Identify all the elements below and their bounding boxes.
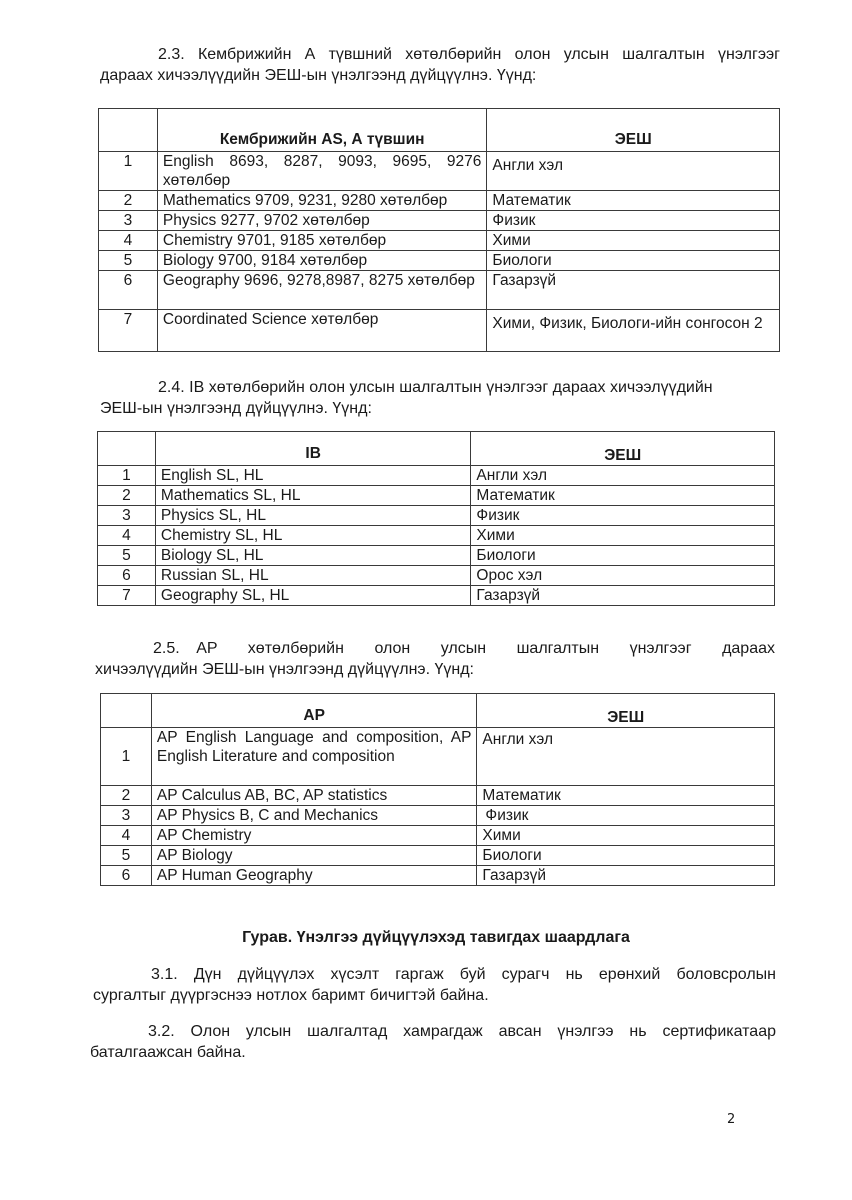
s25-line2: хичээлүүдийн ЭЕШ-ын үнэлгээнд дүйцүүлнэ. Үүнд:	[95, 661, 474, 678]
row-program: AP English Language and composition, AP English Literature and composition	[151, 728, 477, 786]
row-number: 1	[99, 152, 158, 191]
row-program: Chemistry 9701, 9185 хөтөлбөр	[157, 231, 487, 251]
row-number: 2	[101, 786, 152, 806]
row-program: Mathematics SL, HL	[155, 486, 471, 506]
paragraph-2-4	[100, 377, 780, 419]
table-row	[99, 211, 780, 231]
table-row	[98, 466, 775, 486]
row-eesh: Хими	[477, 826, 775, 846]
header-eesh: ЭЕШ	[471, 432, 775, 466]
row-number: 7	[99, 310, 158, 352]
s24-line1: IB хөтөлбөрийн олон улсын шалгалтын үнэлгээг дараах хичээлүүдийн	[189, 379, 713, 396]
row-eesh: Математик	[477, 786, 775, 806]
s25-number: 2.5.	[153, 640, 180, 657]
paragraph-3-1	[93, 964, 776, 1006]
p32-line1: 3.2. Олон улсын шалгалтад хамрагдаж авсан үнэлгээ нь сертификатаар	[148, 1023, 776, 1040]
table-row	[99, 251, 780, 271]
table-row	[101, 728, 775, 786]
row-eesh: Физик	[471, 506, 775, 526]
row-number: 3	[99, 211, 158, 231]
row-eesh: Физик	[477, 806, 775, 826]
row-eesh: Математик	[487, 191, 780, 211]
row-number: 5	[99, 251, 158, 271]
row-eesh: Англи хэл	[487, 152, 780, 191]
row-eesh: Физик	[487, 211, 780, 231]
row-program: Geography SL, HL	[155, 586, 471, 606]
ap-table	[100, 693, 775, 886]
row-program: AP Physics B, C and Mechanics	[151, 806, 477, 826]
table-header-row	[98, 432, 775, 466]
row-number: 5	[98, 546, 156, 566]
row-program: AP Biology	[151, 846, 477, 866]
table-row	[98, 486, 775, 506]
row-number: 6	[101, 866, 152, 886]
header-num	[101, 694, 152, 728]
row-program: English SL, HL	[155, 466, 471, 486]
s24-line2: ЭЕШ-ын үнэлгээнд дүйцүүлнэ. Үүнд:	[100, 400, 372, 417]
row-program: Russian SL, HL	[155, 566, 471, 586]
table-row	[99, 310, 780, 352]
table-row	[101, 786, 775, 806]
row-number: 2	[98, 486, 156, 506]
row-program: AP Chemistry	[151, 826, 477, 846]
table-row	[99, 191, 780, 211]
row-number: 4	[99, 231, 158, 251]
row-program: AP Human Geography	[151, 866, 477, 886]
table-row	[99, 271, 780, 310]
row-eesh: Биологи	[477, 846, 775, 866]
table-row	[98, 526, 775, 546]
cambridge-table	[98, 108, 780, 352]
row-program: Physics 9277, 9702 хөтөлбөр	[157, 211, 487, 231]
header-program: AP	[151, 694, 477, 728]
table-row	[99, 231, 780, 251]
row-program: Mathematics 9709, 9231, 9280 хөтөлбөр	[157, 191, 487, 211]
table-row	[98, 506, 775, 526]
table-row	[98, 546, 775, 566]
row-number: 1	[101, 728, 152, 786]
table-header-row	[101, 694, 775, 728]
row-number: 6	[99, 271, 158, 310]
s23-line2: дараах хичээлүүдийн ЭЕШ-ын үнэлгээнд дүйцүүлнэ. Үүнд:	[100, 67, 537, 84]
table-row	[101, 806, 775, 826]
s24-number: 2.4.	[158, 379, 185, 396]
page-number: 2	[727, 1112, 736, 1127]
section-3-heading: Гурав. Үнэлгээ дүйцүүлэхэд тавигдах шаардлага	[242, 929, 630, 946]
s25-line1: AP хөтөлбөрийн олон улсын шалгалтын үнэлгээг дараах	[196, 640, 776, 657]
row-eesh: Газарзүй	[471, 586, 775, 606]
row-number: 5	[101, 846, 152, 866]
paragraph-2-5	[95, 638, 775, 680]
row-eesh: Хими, Физик, Биологи-ийн сонгосон 2	[487, 310, 780, 352]
p31-line1: 3.1. Дүн дүйцүүлэх хүсэлт гаргаж буй сурагч нь ерөнхий боловсролын	[151, 966, 776, 983]
row-eesh: Хими	[471, 526, 775, 546]
table-header-row	[99, 109, 780, 152]
row-number: 6	[98, 566, 156, 586]
paragraph-3-2	[90, 1021, 776, 1063]
table-row	[98, 586, 775, 606]
row-number: 3	[98, 506, 156, 526]
table-row	[101, 846, 775, 866]
row-eesh: Газарзүй	[477, 866, 775, 886]
s23-number: 2.3.	[158, 46, 185, 63]
row-eesh: Англи хэл	[471, 466, 775, 486]
header-num	[99, 109, 158, 152]
header-num	[98, 432, 156, 466]
row-eesh: Англи хэл	[477, 728, 775, 786]
row-program: English 8693, 8287, 9093, 9695, 9276 хөтөлбөр	[157, 152, 487, 191]
row-program: Chemistry SL, HL	[155, 526, 471, 546]
row-eesh: Биологи	[471, 546, 775, 566]
row-eesh: Орос хэл	[471, 566, 775, 586]
row-program: AP Calculus AB, BC, AP statistics	[151, 786, 477, 806]
table-row	[98, 566, 775, 586]
row-number: 7	[98, 586, 156, 606]
p32-line2: баталгаажсан байна.	[90, 1044, 246, 1061]
table-row	[101, 826, 775, 846]
ib-table	[97, 431, 775, 606]
row-number: 2	[99, 191, 158, 211]
table-row	[99, 152, 780, 191]
row-program: Biology SL, HL	[155, 546, 471, 566]
header-eesh: ЭЕШ	[487, 109, 780, 152]
header-program: IB	[155, 432, 471, 466]
row-program: Physics SL, HL	[155, 506, 471, 526]
paragraph-2-3	[100, 44, 780, 86]
row-eesh: Биологи	[487, 251, 780, 271]
header-eesh: ЭЕШ	[477, 694, 775, 728]
s23-line1: Кембрижийн А түвшний хөтөлбөрийн олон улсын шалгалтын үнэлгээг	[197, 46, 780, 63]
table-row	[101, 866, 775, 886]
row-program: Biology 9700, 9184 хөтөлбөр	[157, 251, 487, 271]
row-eesh: Газарзүй	[487, 271, 780, 310]
header-program: Кембрижийн AS, А түвшин	[157, 109, 487, 152]
row-program: Coordinated Science хөтөлбөр	[157, 310, 487, 352]
row-eesh: Хими	[487, 231, 780, 251]
row-program: Geography 9696, 9278,8987, 8275 хөтөлбөр	[157, 271, 487, 310]
row-number: 4	[101, 826, 152, 846]
row-number: 3	[101, 806, 152, 826]
p31-line2: сургалтыг дүүргэснээ нотлох баримт бичигтэй байна.	[93, 987, 489, 1004]
row-eesh: Математик	[471, 486, 775, 506]
row-number: 1	[98, 466, 156, 486]
row-number: 4	[98, 526, 156, 546]
